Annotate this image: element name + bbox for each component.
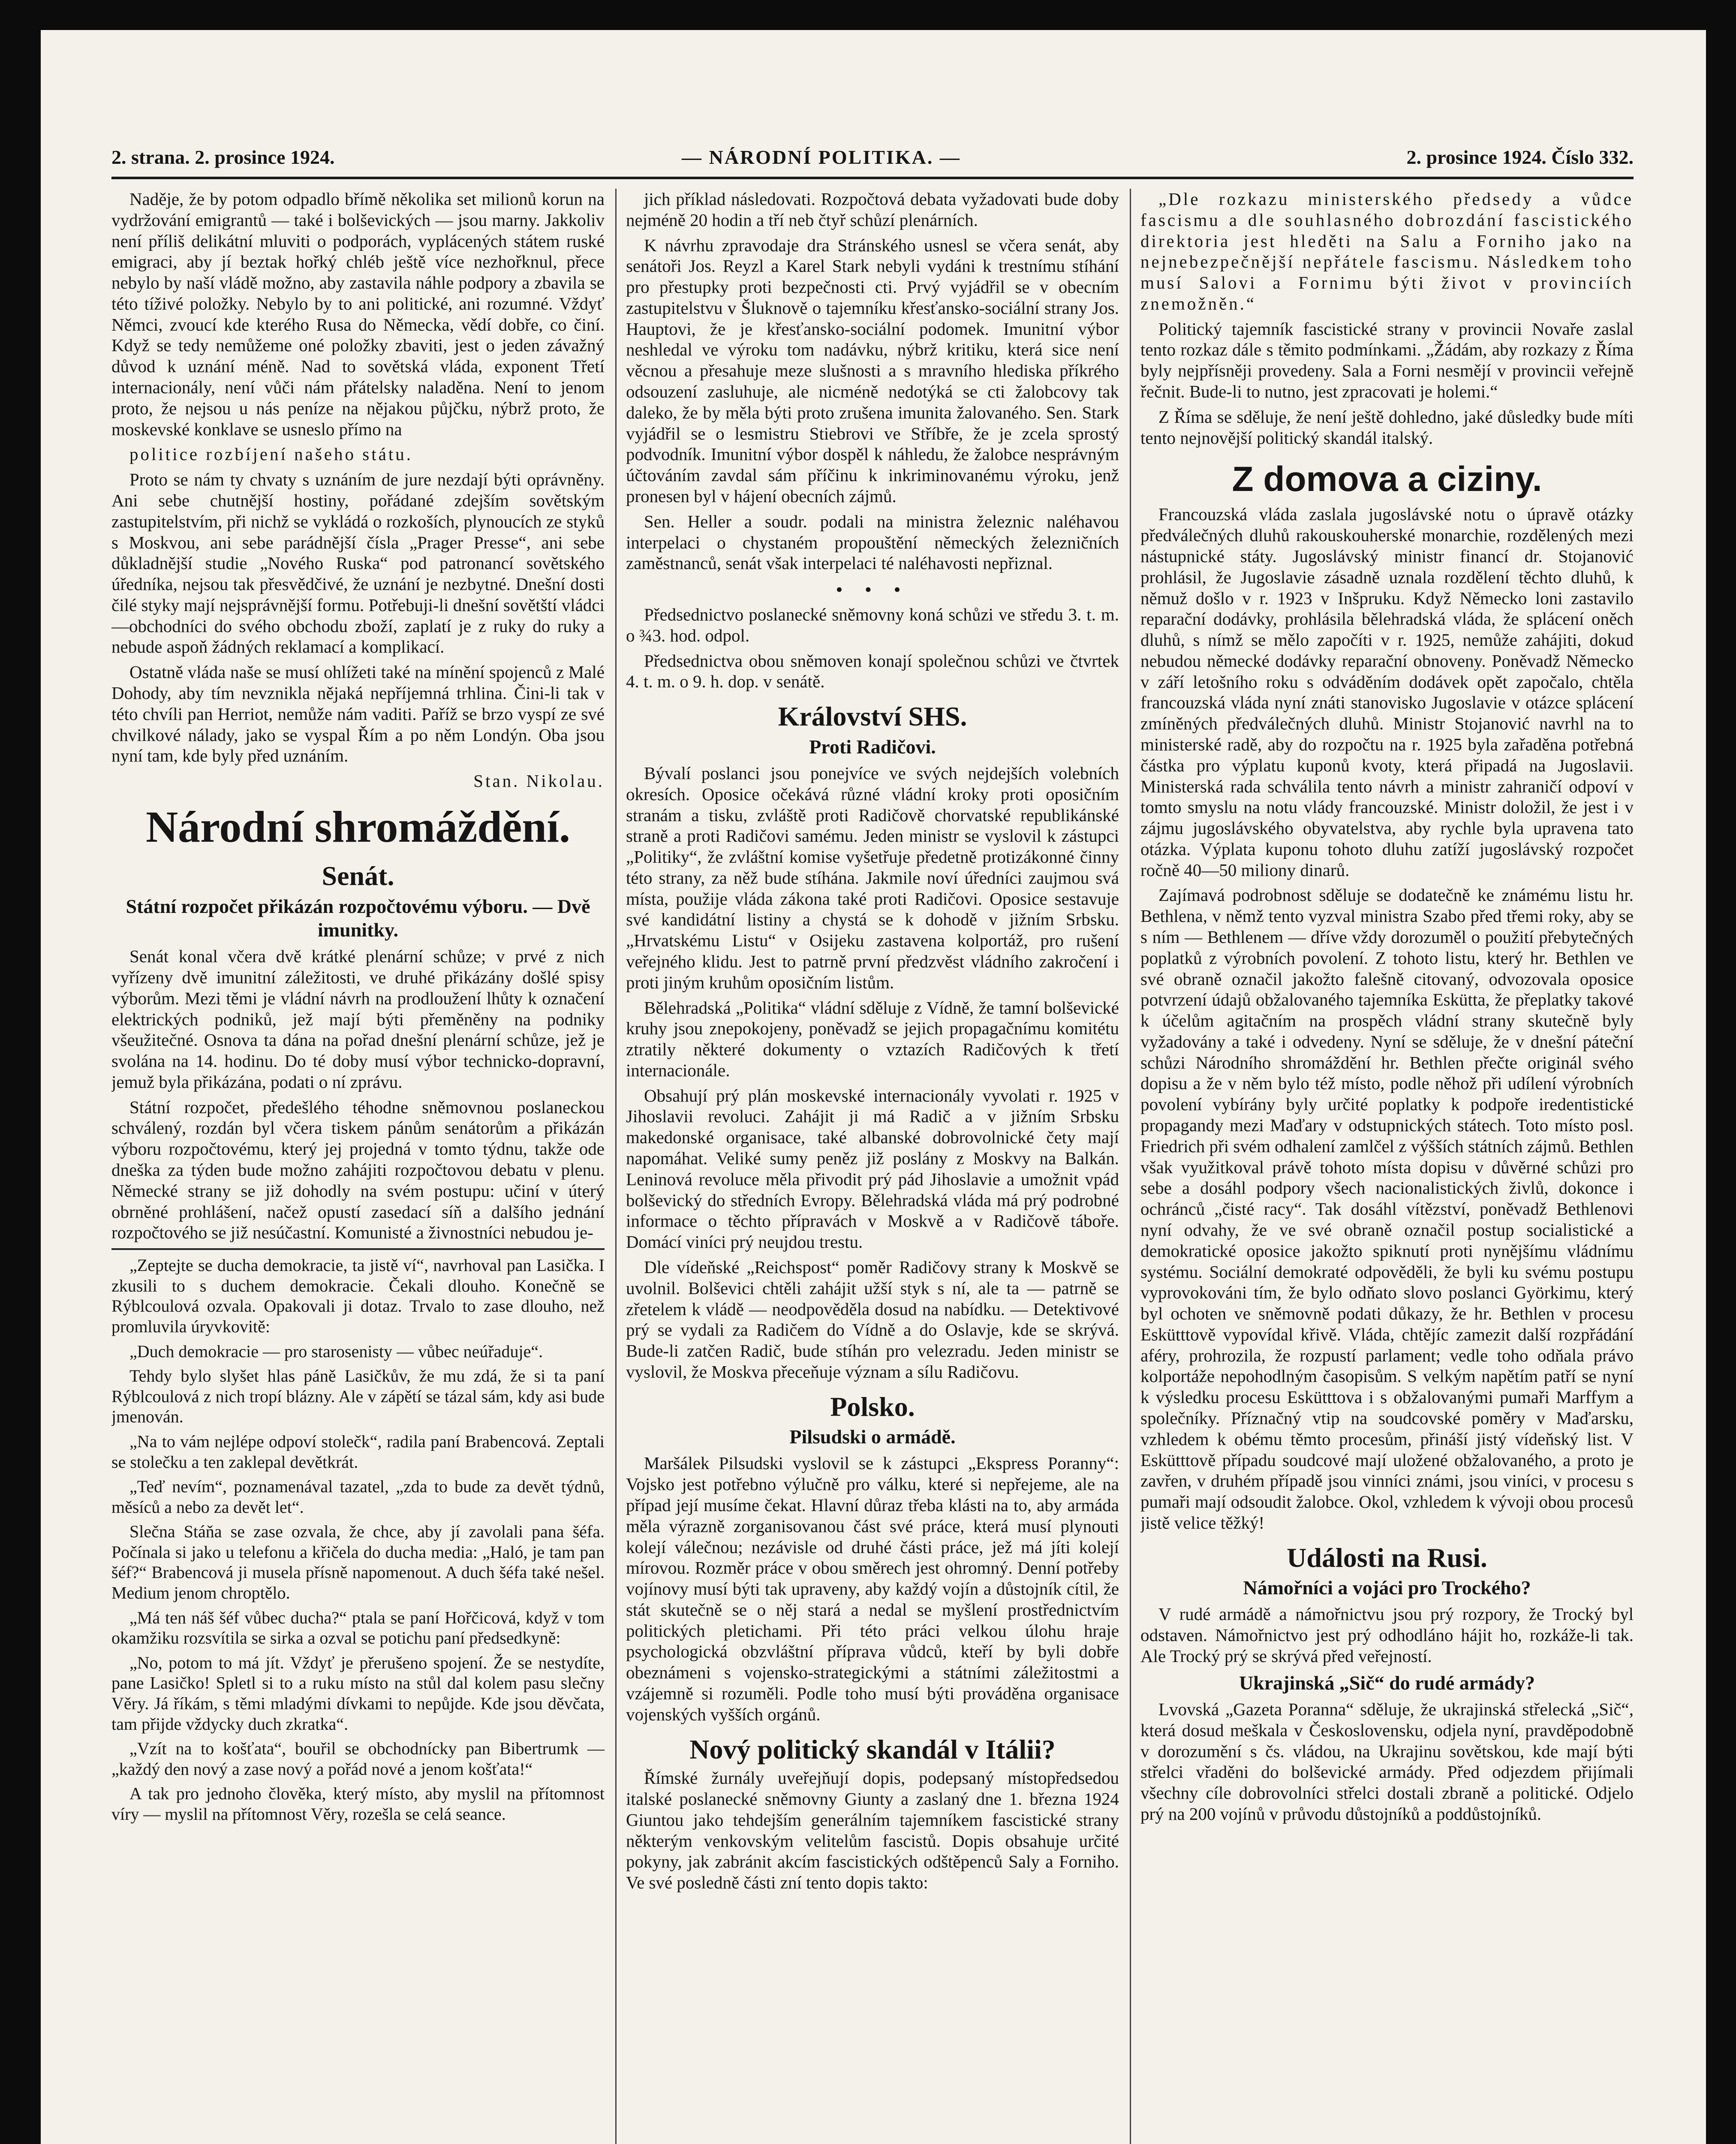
author-signature: Stan. Nikolau.: [473, 771, 605, 791]
poland-heading: Polsko.: [830, 1391, 915, 1422]
article-paragraph: K návrhu zpravodaje dra Stránského usnesl se včera senát, aby senátoři Jos. Reyzl a Karel Stark nebyli vydáni k trestnímu stíhání pro přestupky proti bezpečnosti cti. Prvý vyjádřil se v obecním zastupitelstvu v Šluknově o tajemníku křesťansko-sociální strany Jos. Hauptovi, že je křesťansko-sociální podomek. Imunitní výbor neshledal ve výroku tom nadávku, nýbrž kritiku, která sice není věcnou a přesahuje meze slušnosti a s mravního hlediska příkrého odsouzení zasluhuje, ale nicméně nedotýká se cti žalobcovy tak daleko, že by měla býti proto zrušena imunita žalovaného. Sen. Stark vyjádřil se o lesmistru Stiebrovi ve Stříbře, že je zcela sprostý podvodník. Imunitní výbor dospěl k náhledu, že žalobce nesprávným účtováním zavdal sám příčinu k inkriminovanému výroku, jenž pronesen byl v hájení obecních zájmů.: [626, 235, 1119, 506]
article-paragraph: Politický tajemník fascistické strany v provincii Novaře zaslal tento rozkaz dále s těmito podmínkami. „Žádám, aby rozkazy z Říma byly nejpřísněji provedeny. Sala a Forni nesmějí v provincii veřejně řečnit. Bude-li to nutno, jest zpracovati je holemi.“: [1140, 319, 1634, 402]
ukraine-subheading: Ukrajinská „Sič“ do rudé armády?: [1239, 1671, 1535, 1694]
poland-subheading: Pilsudski o armádě.: [789, 1426, 956, 1448]
article-paragraph: Maršálek Pilsudski vyslovil se k zástupci „Ekspress Poranny“: Vojsko jest potřebno výlučně pro válku, které si nepřejeme, ale na případ její musíme čekat. Hlavní důraz třeba klásti na to, aby armáda měla výrazně zorganisovanou část své práce, která musí plynouti kolejí válečnou; nezávisle od druhé části práce, jež má jíti kolejí mírovou. Rozměr práce v obou směrech jest ohromný. Denní potřeby vojínovy musí býti tak upraveny, aby každý vojín a důstojník cítil, že stát skutečně se o něj stará a nedal se myšlení prostřednictvím politických pletichami. Při této práci velkou úlohu hraje psychologická obzvláštní příprava vůdců, kteří by byli dobře obeznámeni s vojensko-strategickými a státními záležitostmi a vzájemně si rozuměli. Podle toho musí býti prováděna organisace vojenských vyšších orgánů.: [626, 1453, 1119, 1724]
article-paragraph: Bývalí poslanci jsou ponejvíce ve svých nejdejších volebních okresích. Oposice očekává různé vládní kroky proti oposičním stranám a tisku, zvláště proti Radičově chorvatské republikánské straně a proti Radičovi samému. Jeden ministr se vyslovil k zástupci „Politiky“, že zvláštní komise vyšetřuje předetně protizákonné činny této strany, za něž bude stíhána. Jakmile noví úředníci zaujmou svá místa, použije vláda zákona také proti Radičovi. Oposice sestavuje své kandidátní listiny a chystá se k dohodě v jižním Srbsku. „Hrvatskému Listu“ v Osijeku zastavena kolportáž, pro rušení veřejného klidu. Jest to patrně první předzvěst vládního zakročení i proti jiným kruhům oposičním listům.: [626, 763, 1119, 992]
article-paragraph: Z Říma se sděluje, že není ještě dohledno, jaké důsledky bude míti tento nejnovější politický skandál italský.: [1140, 407, 1634, 448]
column-3: [1140, 189, 1634, 2144]
scan-border-left: [0, 0, 41, 2144]
article-paragraph: Římské žurnály uveřejňují dopis, podepsaný místopředsedou italské poslanecké sněmovny Giunty a zaslaný dne 1. března 1924 Giuntou jako tehdejším generálním tajemníkem fascistické strany některým venkovským velitelům fascistů. Dopis obsahuje určité pokyny, jak zabránit akcím fascistických odštěpenců Saly a Forniho. Ve své posledně části zní tento dopis takto:: [626, 1768, 1119, 1893]
masthead-rule: [111, 177, 1634, 179]
article-paragraph: Dle vídeňské „Reichspost“ poměr Radičovy strany k Moskvě se uvolnil. Bolševici chtěli zahájit užší styk s ní, ale ta — patrně se zřetelem k vládě — neodpověděla dosud na nabídku. — Detektivové prý se vydali za Radičem do Vídně a do Oslavje, kde se skrývá. Bude-li zatčen Radič, bude stíhán pro velezradu. Jeden ministr se vyslovil, že Moskva přeceňuje význam a sílu Radičovu.: [626, 1257, 1119, 1382]
section-title-parliament: Národní shromáždění.: [145, 802, 571, 852]
article-paragraph-spaced: „Dle rozkazu ministerského předsedy a vůdce fascismu a dle souhlasného dobrozdání fascistického direktoria jest hleděti na Salu a Forniho jako na nejnebezpečnější nepřátele fascismu. Následkem toho musí Salovi a Fornimu býti život v provinciích znemožněn.“: [1140, 189, 1634, 313]
feuilleton-paragraph: „Vzít na to košťata“, bouřil se obchodnícky pan Bibertrumk — „každý den nový a zase nový a pořád nové a jenom košťata!“: [111, 1739, 605, 1779]
section-dots: • • •: [836, 578, 909, 601]
article-paragraph: Obsahují prý plán moskevské internacionály vyvolati r. 1925 v Jihoslavii revoluci. Zahájit ji má Radič a v jižním Srbsku makedonské organisace, také albanské dobrovolnické čety mají napomáhat. Veliké sumy peněz již poslány z Moskvy na Balkán. Leninová revoluce měla přivodit prý pád Jihoslavie a umožnit vpád bolševický do středních Evropy. Bělehradská vláda má prý podrobné informace o těchto přípravách v Moskvě a v Radičově táboře. Domácí viníci prý neujdou trestu.: [626, 1085, 1119, 1252]
russia-subheading: Námořníci a vojáci pro Trockého?: [1243, 1577, 1531, 1599]
article-paragraph: Francouzská vláda zaslala jugoslávské notu o úpravě otázky předválečných dluhů rakouskouherské monarchie, rozdělených mezi nástupnické státy. Jugoslávský ministr financí dr. Stojanović prohlásil, že Jugoslavie zásadně uznala rozdělení těchto dluhů, k němuž došlo v r. 1923 v Inšpruku. Když Německo loni zastavilo reparační dodávky, prohlásila bělehradská vláda, že splácení oněch dluhů, s nímž se mělo započíti v r. 1925, nemůže zahájiti, dokud nebudou německé dodávky reparační obnoveny. Poněvadž Německo v září letošního roku s odváděním dodávek opět započalo, chtěla francouzská vláda nyní znáti stanovisko Jugoslavie v otázce splácení zmíněných předválečných dluhů. Ministr Stojanović navrhl na to ministerské radě, aby do rozpočtu na r. 1925 byla zařaděna potřebná částka pro výplatu kuponů kvoty, která připadá na Jugoslavii. Ministerská rada schválila tento návrh a ministr zahraničí odpoví v tomto smyslu na notu vlády francouzské. Ministr doložil, že jest i v zájmu jugoslávského obyvatelstva, aby rychle byla upravena tato otázka. Výplata kuponu tohoto dluhu zatíží jugoslávský rozpočet ročně 40—50 miliony dinarů.: [1140, 504, 1634, 880]
italy-heading: Nový politický skandál v Itálii?: [689, 1734, 1056, 1765]
feuilleton-paragraph: „Duch demokracie — pro starosenisty — vůbec neúřaduje“.: [129, 1341, 543, 1361]
scan-border-top: [0, 0, 1736, 30]
senate-heading: Senát.: [322, 861, 394, 891]
feuilleton-paragraph: „Teď nevím“, poznamenával tazatel, „zda to bude za devět týdnů, měsíců a nebo za devět let“.: [111, 1477, 605, 1517]
feuilleton-divider: [111, 1248, 605, 1250]
scan-border-right: [1706, 0, 1736, 2144]
page-number-date: 2. strana. 2. prosince 1924.: [111, 146, 335, 168]
feuilleton-paragraph: Slečna Stáňa se zase ozvala, že chce, aby jí zavolali pana šéfa. Počínala si jako u telefonu a křičela do ducha media: „Haló, je tam pan šéf?“ Brabencová ji musela přísně napomenout. A duch šéfa také nešel. Medium jenom chroptělo.: [111, 1522, 605, 1603]
budget-subheading: Státní rozpočet přikázán rozpočtovému výboru. — Dvě imunitky.: [126, 895, 590, 941]
feuilleton-paragraph: „Má ten náš šéf vůbec ducha?“ ptala se paní Hořčicová, když v tom okamžiku rozsvítila se sirka a ozval se potichu paní předsedkyně:: [111, 1608, 605, 1648]
column-1: [111, 189, 605, 2144]
article-paragraph: Předsednictva obou sněmoven konají společnou schůzi ve čtvrtek 4. t. m. o 9. h. dop. v senátě.: [626, 650, 1119, 692]
shs-subheading: Proti Radičovi.: [809, 735, 936, 758]
article-paragraph: Naděje, že by potom odpadlo břímě několika set milionů korun na vydržování emigrantů — také i bolševických — jsou marny. Jakkoliv není příliš delikátní mluviti o podporách, vyplácených státem ruské emigraci, aby jí beztak hořký chléb ještě více nezhořknul, přece nebylo by naší vládě možno, aby zastavila náhle podpory a zbavila se této tíživé položky. Nebylo by to ani politické, ani rozumné. Vždyť Němci, zvoucí kde kterého Rusa do Německa, vědí dobře, co činí. Když se tedy nemůžeme oné položky zbaviti, jest o jeden závažný důvod k uznání méně. Nad to sovětská vláda, exponent Třetí internacionály, není vůči nám přátelsky naladěna. Není to jenom proto, že nejsou u nás peníze na nějakou půjčku, nýbrž proto, že moskevské konklave se usneslo přímo na: [111, 189, 605, 439]
feuilleton-paragraph: „No, potom to má jít. Vždyť je přerušeno spojení. Že se nestydíte, pane Lasičko! Spletl si to a ruku místo na stůl dal kolem pasu slečny Věry. Já říkám, s těmi mladými dívkami to nepůjde. Kde jsou děvčata, tam přijde vždycky duch zkratka“.: [111, 1653, 605, 1734]
feuilleton-paragraph: „Zeptejte se ducha demokracie, ta jistě ví“, navrhoval pan Lasička. I zkusili to s duchem demokracie. Čekali dlouho. Konečně se Rýblcoulová ozvala. Opakovali ji dotaz. Trvalo to zase dlouho, než promluvila úryvkovitě:: [111, 1256, 605, 1336]
feuilleton-paragraph: Tehdy bylo slyšet hlas páně Lasičkův, že mu zdá, že si ta paní Rýblcoulová z nich tropí blázny. Ale v zápětí se tázal sám, kdy asi bude jmenován.: [111, 1366, 605, 1427]
article-paragraph: jich příklad následovati. Rozpočtová debata vyžadovati bude doby nejméně 20 hodin a tří neb čtyř schůzí plenárních.: [626, 189, 1119, 230]
article-paragraph: Senát konal včera dvě krátké plenární schůze; v prvé z nich vyřízeny dvě imunitní záležitosti, ve druhé přikázány došlé spisy výborům. Mezi těmi je vládní návrh na prodloužení lhůty k označení elektrických podniků, jež mají býti přeměněny na podniky všeužitečné. Osnova ta dána na pořad dnešní plenární schůze, jež je svolána na 14. hodinu. Do té doby musí výbor technicko-dopravní, jemuž byla přikázána, podati o ní zprávu.: [111, 946, 605, 1092]
newspaper-title: — NÁRODNÍ POLITIKA. —: [682, 146, 961, 168]
home-abroad-heading: Z domova a ciziny.: [1232, 460, 1542, 499]
article-paragraph: Předsednictvo poslanecké sněmovny koná schůzi ve středu 3. t. m. o ¾3. hod. odpol.: [626, 605, 1119, 645]
feuilleton-paragraph: „Na to vám nejlépe odpoví stolečk“, radila paní Brabencová. Zeptali se stolečku a ten zaklepal devětkrát.: [111, 1431, 605, 1472]
issue-date-number: 2. prosince 1924. Číslo 332.: [1406, 146, 1634, 168]
masthead: [111, 146, 1634, 176]
article-paragraph: Státní rozpočet, předešlého téhodne sněmovnou poslaneckou schválený, rozdán byl včera tiskem pánům senátorům a přikázán výboru rozpočtovému, který jej projedná v tomto týdnu, takže ode dneška za týden bude možno zahájiti rozpočtovou debatu v plenu. Německé strany se již dohodly na svém postupu: učiní v úterý obrněné prohlášení, načež opustí zasedací síň a dalšího jednání rozpočtového se již nesúčastní. Komunisté a živnostníci nebudou je-: [111, 1097, 605, 1243]
column-2: [626, 189, 1119, 2144]
article-paragraph: Lvovská „Gazeta Poranna“ sděluje, že ukrajinská střelecká „Sič“, která dosud meškala v Československu, odjela nyní, pravděpodobně v dorozumění s čs. vládou, na Ukrajinu sovětskou, kde mají býti střelci vřaděni do bolševické armády. Před odjezdem přijímali všechny cíle dobrovolníci střelci dostali zbraně a politické. Odjelo prý na 200 vojínů v průvodu důstojníků a poddůstojníků.: [1140, 1699, 1634, 1824]
article-paragraph: Sen. Heller a soudr. podali na ministra železnic naléhavou interpelaci o chystaném propouštění německých železničních zaměstnanců, senát však interpelaci té naléhavosti nepřiznal.: [626, 511, 1119, 573]
column-separator: [1130, 189, 1131, 2144]
article-paragraph: Proto se nám ty chvaty s uznáním de jure nezdají býti oprávněny. Ani sebe chutnější hostiny, pořádané zdejším sovětským zastupitelstvím, při nichž se vykládá o rozkoších, plynoucích ze styků s Moskvou, ani sebe parádnější čísla „Prager Presse“, ani sebe důkladnější studie „Nového Ruska“ pod patronancí sovětského úředníka, nejsou tak přesvědčivé, že uznání je nezbytné. Dnešní dosti čilé styky mají nejsprávnější formu. Potřebuji-li dnešní sovětští vládci—obchodníci do svého obchodu zboží, zaplatí je z ruky do ruky a nebude aspoň žádných reklamací a komplikací.: [111, 470, 605, 657]
feuilleton: [111, 1255, 605, 1824]
article-paragraph: V rudé armádě a námořnictvu jsou prý rozpory, že Trocký byl odstaven. Námořnictvo jest prý odhodláno hájit ho, rozkáže-li tak. Ale Trocký prý se skrývá před veřejností.: [1140, 1604, 1634, 1666]
shs-heading: Království SHS.: [778, 701, 967, 732]
newspaper-page: [111, 146, 1634, 2144]
article-paragraph: Zajímavá podrobnost sděluje se dodatečně ke známému listu hr. Bethlena, v němž tento vyzval ministra Szabo před třemi roky, aby se s ním — Bethlenem — dříve vždy dorozuměl o použití přebytečných poplatků z výrobních povolení. Z tohoto listu, který hr. Bethlen ve své obraně označil jakožto falešně citovaný, odvozovala oposice potvrzení údajů obžalovaného tajemníka Eskütta, že přeplatky takové k účelům agitačním na prospěch vládní strany skutečně byly vyžadovány a také i odvedeny. Nyní se sděluje, že v dnešní páteční schůzi Národního shromáždění hr. Bethlen přečte originál svého dopisu a že v něm bylo též místo, podle něhož při udílení výrobních povolení vybírány byly určité poplatky k podpoře iredentistické propagandy mezi Maďary v odstupnických státech. Toto místo posl. Friedrich při svém odhalení zamlčel z výšších státních zájmů. Bethlen však využitkoval právě tohoto místa dopisu v důvěrné schůzi pro sebe a dosáhl podpory všech nacionalistických živlů, dokonce i ochránců „čisté racy“. Tak dosáhl vítězství, poněvadž Bethlenovi nyní odvahy, že ve své obraně označil postup socialistické a demokratické oposice jakožto spiknutí proti nynějšímu vládnímu systému. Sociální demokraté odpověděli, že byli ku svému postupu vyprovokováni tím, že bylo odňato slovo poslanci Györkimu, který byl ochoten ve sněmovně podati důkazy, že hr. Bethlen v procesu Eskütttově vypovídal křivě. Vláda, chtějíc zamezit další rozpřádání aféry, prohrozila, že rozpustí parlament; vedle toho odňala právo kolportáže nepohodlným časopisům. S velkým napětím patří se nyní k výsledku procesu Eskütttova i s obžalovanými pumaři Marffym a společníky. Příznačný vtip na soudcovské poměry v Maďarsku, vzhledem k obému těmto procesům, přináší jistý vídeňský list. V Eskütttově případu soudcové mají uložené obžalovaného, a proto je zavřen, v druhém případě jsou vinníci známi, jsou viníci, v procesu s pumaři mají odsoudit žalobce. Okol, vzhledem k vývoji obou procesů jistě velice těžký!: [1140, 885, 1634, 1533]
column-separator: [615, 189, 617, 2144]
feuilleton-paragraph: A tak pro jednoho člověka, který místo, aby myslil na přítomnost víry — myslil na přítomnost Věry, rozešla se celá seance.: [111, 1784, 605, 1824]
article-paragraph: Ostatně vláda naše se musí ohlížeti také na mínění spojenců z Malé Dohody, aby tím nevznikla nějaká nepříjemná trhlina. Čini-li tak v této chvíli pan Herriot, nemůže nám vaditi. Paříž se brzo vyspí ze své chvilkové nálady, jako se vyspal Řím a po něm Londýn. Oba jsou nyní tam, kde byly před uznáním.: [111, 662, 605, 766]
article-paragraph-spaced: politice rozbíjení našeho státu.: [129, 444, 413, 464]
russia-heading: Události na Rusi.: [1287, 1542, 1487, 1573]
article-paragraph: Bělehradská „Politika“ vládní sděluje z Vídně, že tamní bolševické kruhy jsou znepokojeny, poněvadž se jejich propagačnímu komitétu ztratily některé dokumenty o vztazích Radičových k třetí internacionále.: [626, 997, 1119, 1080]
